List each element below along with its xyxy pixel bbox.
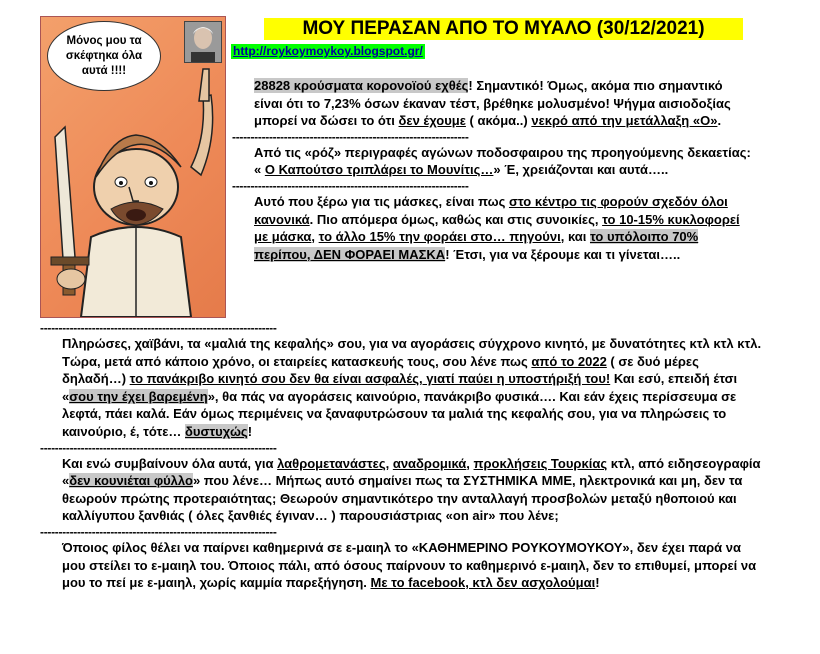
separator: ---------------------------------------------------------------- bbox=[40, 321, 277, 335]
separator: ---------------------------------------------------------------- bbox=[40, 440, 277, 455]
man-with-sword-figure bbox=[41, 17, 225, 317]
separator: ---------------------------------------------------------------- bbox=[232, 178, 469, 193]
underlined-text: νεκρό από την μετάλλαξη «Ο» bbox=[531, 113, 718, 129]
no-mask-highlight: το υπόλοιπο 70% περίπου, ΔΕΝ ΦΟΡΑΕΙ ΜΑΣΚΑ bbox=[254, 229, 699, 262]
blog-url-link[interactable]: http://roykoymoykoy.blogspot.gr/ bbox=[233, 44, 423, 58]
top-column bbox=[232, 77, 752, 263]
text-span: ! Έτσι, για να ξέρουμε και τι γίνεται….. bbox=[445, 246, 681, 262]
paragraph-phones bbox=[40, 335, 762, 441]
underlined-text: Με το facebook, κτλ δεν ασχολούμαι bbox=[370, 575, 596, 591]
text-span: » Έ, χρειάζονται και αυτά….. bbox=[493, 162, 669, 178]
underlined-text: το 10-15% κυκλοφορεί με μάσκα bbox=[254, 211, 740, 245]
text-span: , bbox=[466, 455, 474, 471]
text-span: Και εσύ, επειδή έτσι « bbox=[62, 371, 738, 404]
underlined-text: στο κέντρο τις φορούν σχεδόν όλοι κανονικά bbox=[254, 193, 728, 227]
unfortunately-highlight: δυστυχώς bbox=[185, 423, 248, 439]
text-span: ! bbox=[595, 575, 600, 591]
underlined-text: το άλλο 15% την φοράει στο… πηγούνι bbox=[318, 229, 561, 245]
paragraph-covid bbox=[232, 77, 752, 130]
underlined-text: δεν έχουμε bbox=[398, 113, 466, 129]
underlined-text: Ο Καπούτσο τριπλάρει το Μουνίτις… bbox=[264, 162, 494, 178]
text-span: Όποιος φίλος θέλει να παίρνει καθημερινά σε ε-μαιηλ το «ΚΑΘΗΜΕΡΙΝΟ ΡΟΥΚΟΥΜΟΥΚΟΥ», δεν έχει παρά να μου στείλει το ε-μαιηλ του. Όποιος πάλι, από όσους παίρνουν το καθημερινό ε-μαιηλ, δεν το επιθυμεί, μπορεί να μου το πεί με ε-μαιηλ, χωρίς καμμία παρεξήγηση. bbox=[62, 539, 757, 591]
text-span: ! Σημαντικό! Όμως, ακόμα πιο σημαντικό είναι ότι το 7,23% όσων έκαναν τέστ, βρέθηκε μολυσμένο! Ψήγμα αισιοδοξίας μπορεί να δώσει το ότι bbox=[254, 78, 731, 129]
separator: ---------------------------------------------------------------- bbox=[40, 524, 277, 539]
underlined-text: λαθρομετανάστες bbox=[277, 455, 386, 471]
text-span: . bbox=[717, 113, 722, 129]
underlined-text: το πανάκριβο κινητό σου δεν θα είναι ασφαλές, γιατί παύει η υποστήριξή του! bbox=[129, 371, 611, 387]
text-span: » που λένε… Μήπως αυτό σημαίνει πως τα ΣΥΣΤΗΜΙΚΑ ΜΜΕ, ηλεκτρονικά και μη, δεν τα θεωρούν πρώτης προτεραιότητας; Θεωρούν σημαντικότερο την ανταλλαγή προσβολών μεταξύ ηθοποιού και καλλίγυπου ξανθιάς ( όλες ξανθιές έγιναν… ) παρουσιάστριας «on air» που λένε; bbox=[62, 473, 743, 524]
paragraph-masks bbox=[232, 193, 752, 263]
text-span: , και bbox=[560, 229, 590, 245]
text-span: , bbox=[311, 229, 319, 245]
paragraph-newsletter bbox=[40, 539, 762, 592]
highlighted-phrase: σου την έχει βαρεμένη bbox=[69, 388, 208, 404]
text-span: Και ενώ συμβαίνουν όλα αυτά, για bbox=[62, 455, 278, 471]
underlined-text: αναδρομικά bbox=[392, 455, 467, 471]
text-span: Αυτό που ξέρω για τις μάσκες, είναι πως bbox=[254, 193, 509, 209]
underlined-text: από το 2022 bbox=[531, 353, 607, 369]
page-title: ΜΟΥ ΠΕΡΑΣΑΝ ΑΠΟ ΤΟ ΜΥΑΛΟ (30/12/2021) bbox=[264, 18, 743, 40]
text-span: . Πιο απόμερα όμως, καθώς και στις συνοικίες, bbox=[309, 211, 603, 227]
underlined-text: προκλήσεις Τουρκίας bbox=[473, 455, 608, 471]
comic-illustration bbox=[40, 16, 226, 318]
paragraph-football bbox=[232, 144, 752, 179]
covid-cases-highlight: 28828 κρούσματα κορονοϊού εχθές bbox=[254, 78, 469, 93]
separator: ---------------------------------------------------------------- bbox=[232, 129, 469, 144]
text-span: ( ακόμα..) bbox=[465, 113, 532, 129]
text-span: Πληρώσες, χαϊβάνι, τα «μαλιά της κεφαλής» σου, για να αγοράσεις σύγχρονο κινητό, με δυνατότητες κτλ κτλ κτλ. Τώρα, μετά από κάποιο χρόνο, οι εταιρείες κατασκευής τους, σου λένε πως bbox=[62, 336, 762, 369]
text-span: ! bbox=[247, 423, 253, 439]
main-column bbox=[40, 321, 762, 592]
text-span: Από τις «ρόζ» περιγραφές αγώνων ποδοσφαιρου της προηγούμενης δεκαετίας: « bbox=[254, 144, 751, 178]
text-span: κτλ, από ειδησεογραφία « bbox=[62, 455, 761, 489]
speech-bubble-text: Μόνος μου τα σκέφτηκα όλα αυτά !!!! bbox=[65, 34, 143, 77]
text-span: , bbox=[385, 455, 393, 471]
text-span: », θα πάς να αγοράσεις καινούριο, πανάκριβο φυσικά…. Και εάν έχεις περίσσευμα σε λεφτά, πάει καλά. Εάν όμως περιμένεις να ξαναφυτρώσουν τα μαλιά της κεφαλής σου, για να πληρώσεις το καινούριο, έ, τότε… bbox=[62, 388, 737, 439]
paragraph-media bbox=[40, 455, 762, 525]
text-span: ( σε δυό μέρες δηλαδή…) bbox=[62, 353, 699, 387]
highlighted-phrase: δεν κουνιέται φύλλο bbox=[69, 473, 193, 489]
